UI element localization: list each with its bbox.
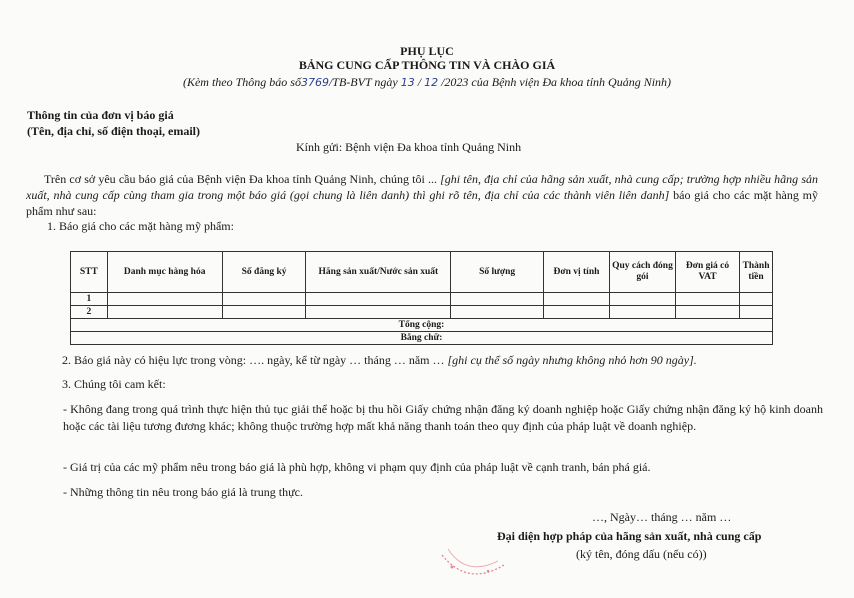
intro-end: báo giá cho các mặt hàng mỹ phẩm như sau: — [26, 188, 818, 218]
words-row — [71, 332, 773, 345]
addressee: Kính gửi: Bệnh viện Đa khoa tỉnh Quảng Ninh — [296, 140, 522, 154]
table-cell — [451, 293, 544, 306]
col-header-reg-no: Số đăng ký — [222, 252, 306, 293]
reference-prefix: (Kèm theo Thông báo số — [182, 75, 301, 89]
table-cell — [676, 293, 740, 306]
section-3-heading: 3. Chúng tôi cam kết: — [62, 377, 166, 391]
table-cell — [306, 293, 451, 306]
commitment-2: - Giá trị của các mỹ phẩm nêu trong báo giá là phù hợp, không vi phạm quy định của pháp luật về cạnh tranh, bán phá giá. — [63, 460, 651, 474]
col-header-item: Danh mục hàng hóa — [107, 252, 222, 293]
appendix-title: PHỤ LỤC — [400, 44, 454, 58]
col-header-packaging: Quy cách đóng gói — [609, 252, 675, 293]
table-cell — [740, 293, 773, 306]
table-cell: 1 — [71, 293, 108, 306]
table-cell — [222, 293, 306, 306]
unit-info-line2: (Tên, địa chỉ, số điện thoại, email) — [27, 124, 201, 138]
total-row — [71, 319, 773, 332]
intro-instruction: [ghi tên, địa chỉ của hãng sản xuất, nhà cung cấp; trường hợp nhiều hãng sản xuất, nhà cung cấp cùng tham gia trong một báo giá (gọi chung là liên danh) thì ghi rõ tên, địa chỉ của các thành viên liên danh] — [26, 172, 818, 202]
signature-date-line: …, Ngày… tháng … năm … — [592, 510, 732, 524]
table-header-row — [71, 252, 773, 293]
reference-sep: / — [417, 75, 422, 89]
signature-note: (ký tên, đóng dấu (nếu có)) — [576, 547, 707, 561]
table-cell — [543, 293, 609, 306]
table-cell — [306, 306, 451, 319]
table-cell — [609, 293, 675, 306]
table-cell — [609, 306, 675, 319]
table-cell — [107, 306, 222, 319]
reference-month: 12 — [424, 76, 439, 89]
col-header-unit: Đơn vị tính — [543, 252, 609, 293]
reference-suffix: /2023 của Bệnh viện Đa khoa tỉnh Quảng Ninh) — [441, 75, 672, 89]
col-header-total: Thành tiền — [740, 252, 773, 293]
table-cell — [451, 306, 544, 319]
table-row — [71, 306, 773, 319]
quote-table — [70, 251, 773, 345]
reference-day: 13 — [400, 76, 415, 89]
intro-paragraph — [26, 171, 818, 219]
table-cell — [740, 306, 773, 319]
col-header-price: Đơn giá có VAT — [676, 252, 740, 293]
reference-number: 3769 — [300, 76, 329, 89]
section-1-heading: 1. Báo giá cho các mặt hàng mỹ phẩm: — [47, 219, 234, 233]
total-label: Tổng cộng: — [71, 319, 773, 332]
table-cell — [676, 306, 740, 319]
intro-text: Trên cơ sở yêu cầu báo giá của Bệnh viện Đa khoa tỉnh Quảng Ninh, chúng tôi ... — [44, 172, 441, 186]
section-2-instruction: [ghi cụ thể số ngày nhưng không nhỏ hơn 90 ngày]. — [447, 353, 697, 367]
commitment-1: - Không đang trong quá trình thực hiện thủ tục giải thể hoặc bị thu hồi Giấy chứng nhận đăng ký doanh nghiệp hoặc Giấy chứng nhận đăng ký hộ kinh doanh hoặc các tài liệu tương đương khác; không thuộc trường hợp mất khả năng thanh toán theo quy định của pháp luật về doanh nghiệp. — [63, 402, 823, 433]
commitment-3: - Những thông tin nêu trong báo giá là trung thực. — [63, 485, 303, 499]
section-2-text: 2. Báo giá này có hiệu lực trong vòng: …. ngày, kể từ ngày … tháng … năm … — [62, 353, 448, 367]
red-stamp-mark — [438, 545, 508, 585]
reference-line — [0, 75, 854, 90]
signature-title: Đại diện hợp pháp của hãng sản xuất, nhà cung cấp — [497, 529, 762, 543]
words-label: Bằng chữ: — [71, 332, 773, 345]
col-header-manufacturer: Hãng sản xuất/Nước sản xuất — [306, 252, 451, 293]
unit-info-line1: Thông tin của đơn vị báo giá — [27, 108, 174, 122]
col-header-quantity: Số lượng — [451, 252, 544, 293]
reference-middle: /TB-BVT ngày — [328, 75, 398, 89]
table-row — [71, 293, 773, 306]
table-cell: 2 — [71, 306, 108, 319]
table-cell — [107, 293, 222, 306]
table-cell — [222, 306, 306, 319]
section-2 — [62, 353, 697, 368]
document-subtitle: BẢNG CUNG CẤP THÔNG TIN VÀ CHÀO GIÁ — [298, 58, 556, 72]
table-cell — [543, 306, 609, 319]
col-header-stt: STT — [71, 252, 108, 293]
